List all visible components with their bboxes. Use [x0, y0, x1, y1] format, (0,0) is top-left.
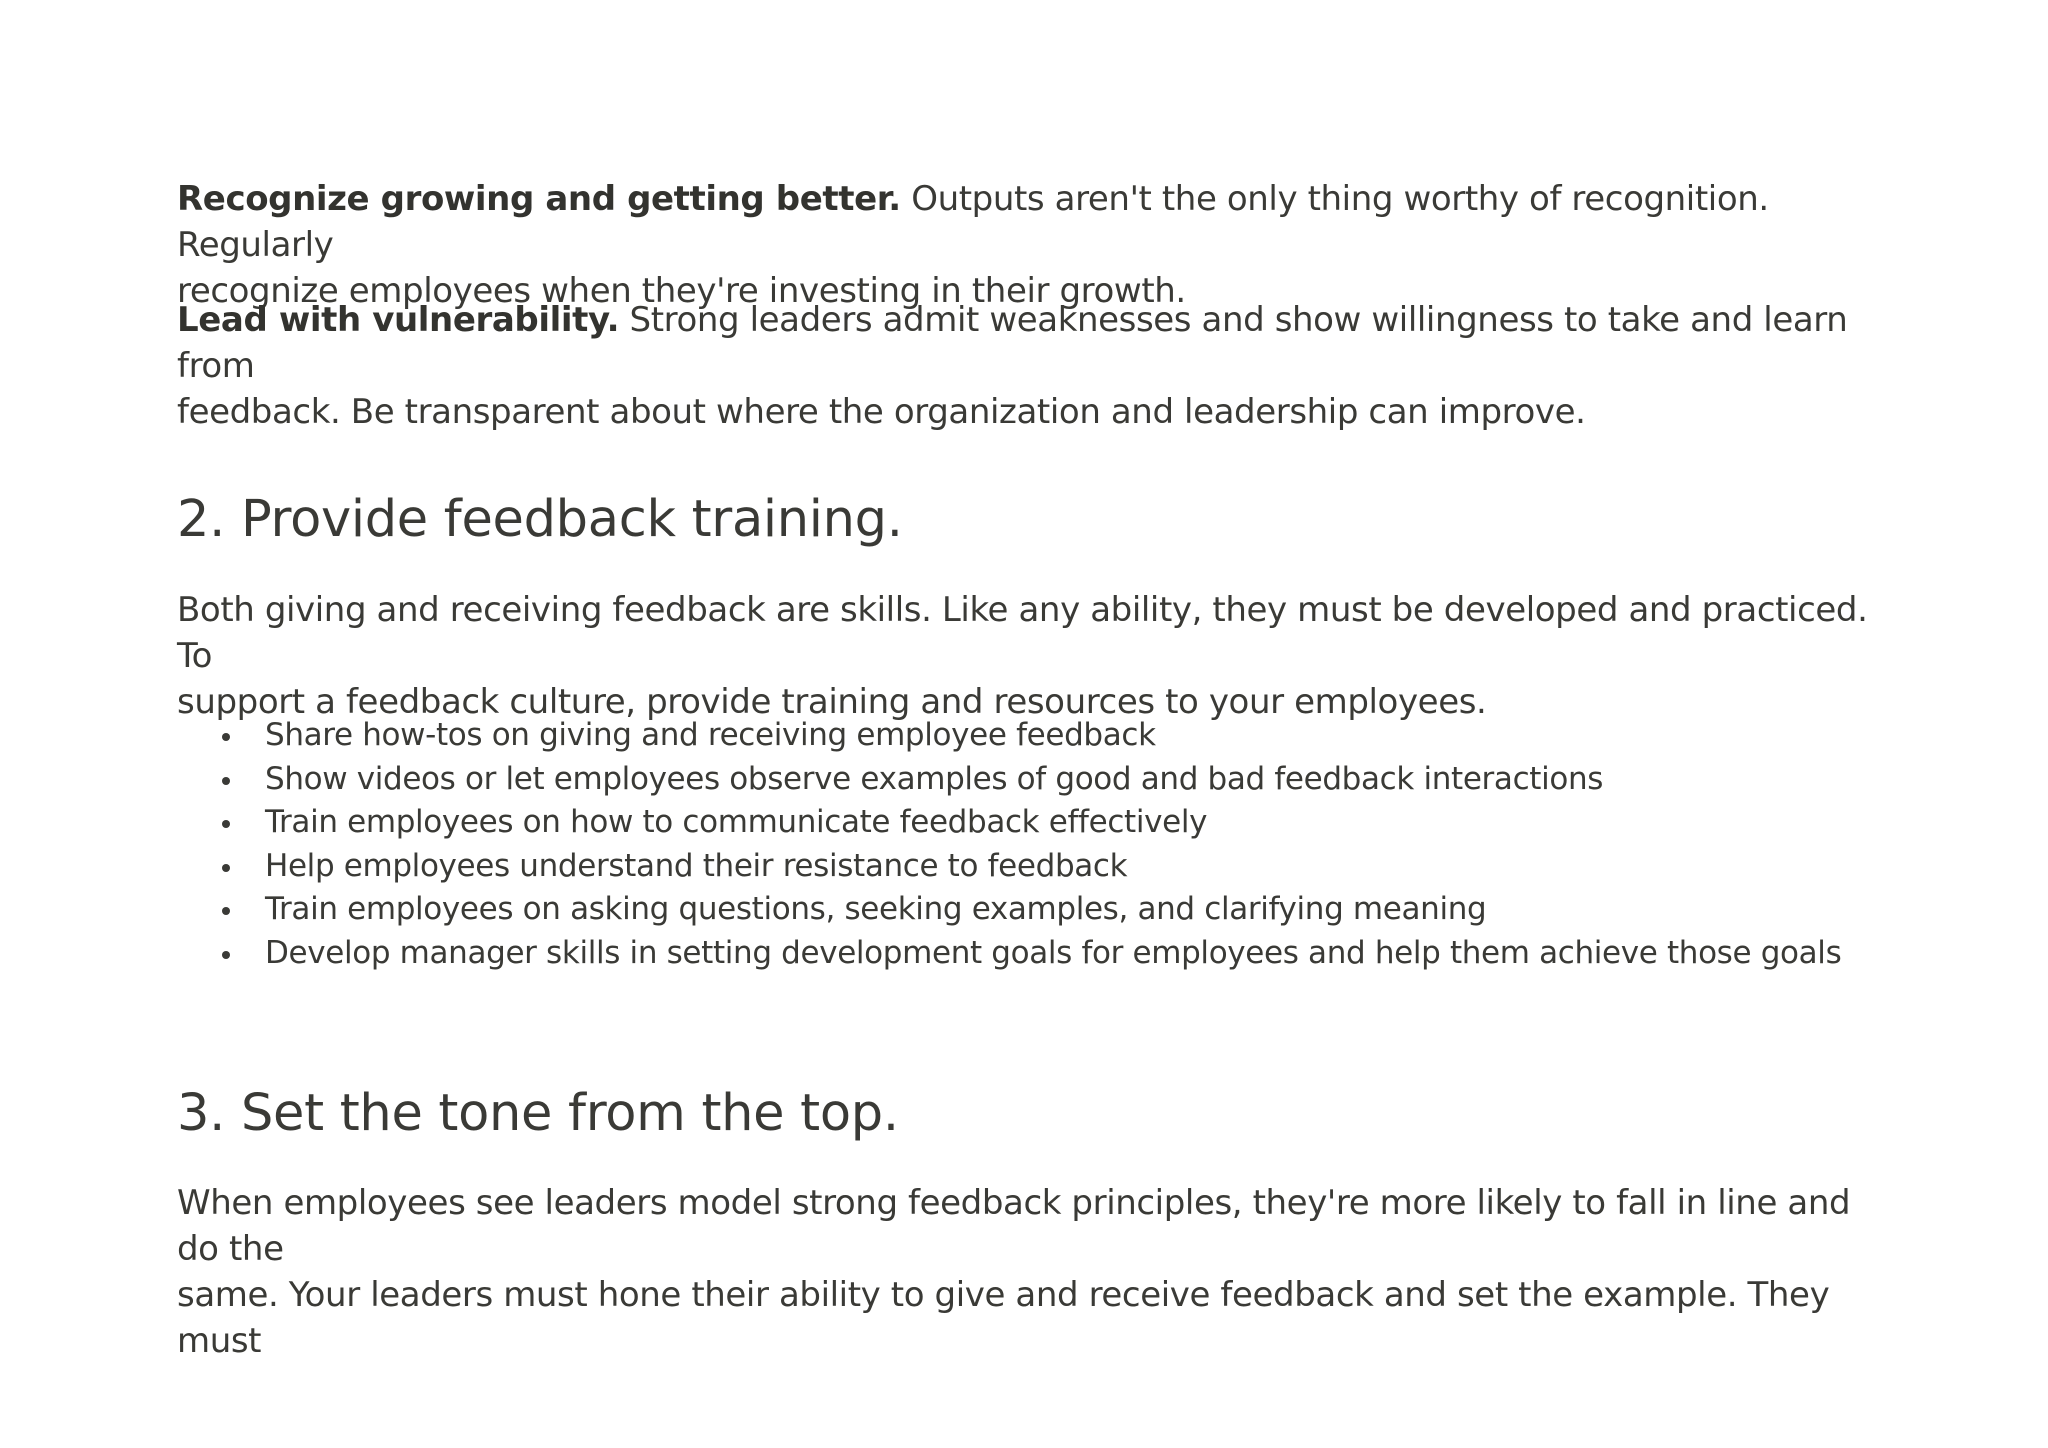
list-item-text: Develop manager skills in setting development goals for employees and help them achieve those goals	[265, 934, 1842, 971]
list-item-text: Show videos or let employees observe examples of good and bad feedback interactions	[265, 760, 1604, 797]
paragraph-text: Outputs aren't the only thing worthy of recognition. Regularly	[177, 179, 1769, 265]
section-intro-set-the-tone	[177, 1180, 1897, 1364]
list-item	[177, 758, 1841, 802]
bullet-icon	[222, 951, 230, 959]
list-item-text: Share how-tos on giving and receiving employee feedback	[265, 717, 1156, 753]
bullet-icon	[222, 864, 230, 872]
list-item	[177, 801, 1841, 845]
paragraph-lead-vulnerability	[177, 297, 1897, 435]
paragraph-text: Both giving and receiving feedback are skills. Like any ability, they must be developed and practiced. To	[177, 590, 1868, 676]
paragraph-lead-bold: Recognize growing and getting better.	[177, 179, 901, 219]
list-item-text: Train employees on asking questions, seeking examples, and clarifying meaning	[265, 891, 1487, 927]
bullet-icon	[222, 777, 230, 785]
paragraph-text: recognize employees when they're investing in their growth.	[177, 271, 1186, 311]
paragraph-text: Strong leaders admit weaknesses and show willingness to take and learn from	[177, 300, 1848, 386]
list-item	[177, 888, 1841, 932]
paragraph-lead-bold: Lead with vulnerability.	[177, 300, 620, 340]
list-item	[177, 845, 1841, 889]
paragraph-text: When employees see leaders model strong feedback principles, they're more likely to fall in line and do the	[177, 1183, 1851, 1269]
paragraph-recognize-growth	[177, 176, 1897, 314]
list-item-text: Help employees understand their resistance to feedback	[265, 847, 1128, 884]
bullet-icon	[222, 820, 230, 828]
list-item	[177, 932, 1841, 976]
list-item	[177, 714, 1841, 758]
paragraph-text: support a feedback culture, provide training and resources to your employees.	[177, 682, 1487, 722]
feedback-training-list	[177, 714, 1841, 975]
paragraph-text: same. Your leaders must hone their ability to give and receive feedback and set the example. They must	[177, 1275, 1830, 1361]
section-intro-feedback-training	[177, 587, 1897, 725]
section-heading-set-the-tone: 3. Set the tone from the top.	[177, 1084, 899, 1143]
bullet-icon	[222, 907, 230, 915]
paragraph-text: feedback. Be transparent about where the organization and leadership can improve.	[177, 392, 1586, 432]
bullet-icon	[222, 733, 230, 741]
section-heading-feedback-training: 2. Provide feedback training.	[177, 490, 903, 549]
list-item-text: Train employees on how to communicate feedback effectively	[265, 804, 1208, 840]
